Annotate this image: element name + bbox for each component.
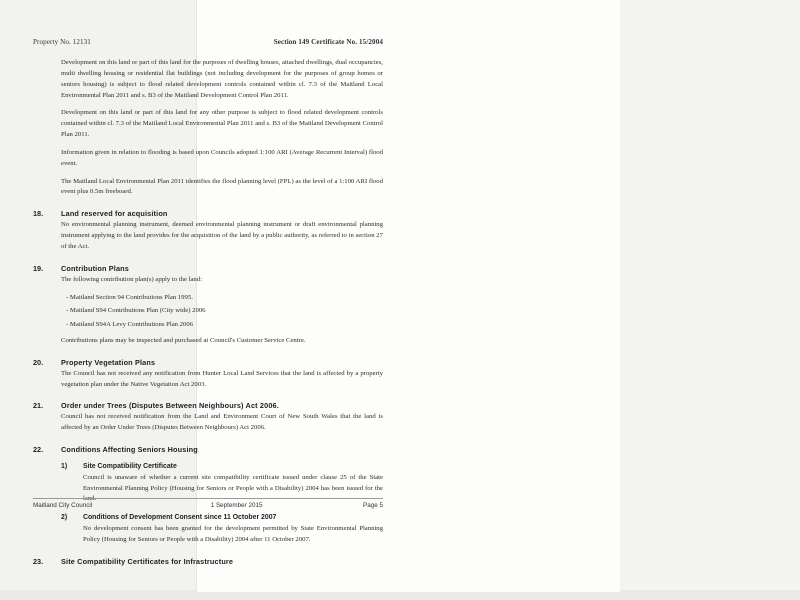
paragraph: The following contribution plan(s) apply to the land: xyxy=(61,275,202,283)
subsection-number: 1) xyxy=(61,463,68,471)
subsection-number: 2) xyxy=(61,514,68,522)
page-footer xyxy=(33,498,383,509)
section-title: Conditions Affecting Seniors Housing xyxy=(61,445,198,455)
property-number: Property No. 12131 xyxy=(33,38,91,46)
list-item: - Maitland S94A Levy Contributions Plan 2006 xyxy=(66,321,194,329)
section-heading xyxy=(33,445,383,454)
section-heading xyxy=(33,358,383,367)
paragraph: Development on this land or part of this land for the purposes of dwelling houses, attached dwellings, dual occupancies, multi dwelling housing or residential flat buildings (not including development for the purposes of group homes or seniors housing) is subject to flood related development controls contained within cl. 7.3 of the Maitland Local Environmental Plan 2011 and s. B3 of the Maitland Development Control Plan 2011. xyxy=(61,59,383,99)
paragraph: Council is unaware of whether a current site compatibility certificate issued under clause 25 of the State Environmental Planning Policy (Housing for Seniors or People with a Disability) 2004 has been issued for the land. xyxy=(83,474,383,503)
page-header xyxy=(33,38,383,46)
subsection-heading xyxy=(33,514,383,521)
section-title: Order under Trees (Disputes Between Neighbours) Act 2006. xyxy=(61,401,279,411)
paragraph: Information given in relation to flooding is based upon Councils adopted 1:100 ARI (Average Recurrent Interval) flood event. xyxy=(61,148,383,167)
section-23 xyxy=(33,557,383,566)
footer-page-number: Page 5 xyxy=(363,502,383,509)
section-21 xyxy=(33,401,383,434)
footer-date: 1 September 2015 xyxy=(210,502,263,509)
section-number: 21. xyxy=(33,401,44,411)
section-heading xyxy=(33,401,383,410)
footer-council: Maitland City Council xyxy=(33,502,93,509)
section-19 xyxy=(33,264,383,347)
section-number: 22. xyxy=(33,445,44,455)
section-20 xyxy=(33,358,383,391)
section-title: Site Compatibility Certificates for Infrastructure xyxy=(61,556,234,566)
list-item: - Maitland S94 Contributions Plan (City wide) 2006 xyxy=(66,307,206,315)
section-number: 23. xyxy=(33,556,44,566)
section-number: 18. xyxy=(33,209,44,219)
subsection-heading xyxy=(33,463,383,470)
paragraph: The Maitland Local Environmental Plan 2011 identifies the flood planning level (FPL) as the level of a 1:100 ARI flood event plus 0.5m freeboard. xyxy=(61,177,383,196)
subsection-title: Site Compatibility Certificate xyxy=(83,463,177,471)
section-title: Contribution Plans xyxy=(61,263,129,273)
subsection-title: Conditions of Development Consent since 11 October 2007 xyxy=(83,514,277,522)
paragraph: No environmental planning instrument, deemed environmental planning instrument or draft environmental planning instrument applying to the land provides for the acquisition of the land by a public authority, as referred to in section 27 of the Act. xyxy=(61,221,383,250)
section-title: Land reserved for acquisition xyxy=(61,209,168,219)
section-heading xyxy=(33,209,383,218)
section-22 xyxy=(33,445,383,546)
document-content xyxy=(33,38,383,568)
paragraph: The Council has not received any notification from Hunter Local Land Services that the land is affected by a property vegetation plan under the Native Vegetation Act 2003. xyxy=(61,369,383,388)
paragraph: Development on this land or part of this land for any other purpose is subject to flood related development controls contained within cl. 7.3 of the Maitland Local Environmental Plan 2011 and s. B3 of the Maitland Development Control Plan 2011. xyxy=(61,109,383,139)
paragraph: Council has not received notification from the Land and Environment Court of New South Wales that the land is affected by an Order Under Trees (Disputes Between Neighbours) Act 2006. xyxy=(61,413,383,432)
certificate-number: Section 149 Certificate No. 15/2004 xyxy=(273,38,383,46)
paragraph: Contributions plans may be inspected and purchased at Council's Customer Service Centre. xyxy=(61,336,306,344)
paragraph: No development consent has been granted for the development permitted by State Environmental Planning Policy (Housing for Seniors or People with a Disability) 2004 after 11 October 2007. xyxy=(83,525,383,543)
scan-margin-right xyxy=(619,0,800,600)
section-number: 20. xyxy=(33,357,44,367)
section-heading xyxy=(33,557,383,566)
section-number: 19. xyxy=(33,263,44,273)
section-heading xyxy=(33,264,383,273)
list-item: - Maitland Section 94 Contributions Plan 1995. xyxy=(66,293,193,301)
section-18 xyxy=(33,209,383,253)
section-title: Property Vegetation Plans xyxy=(61,357,156,367)
